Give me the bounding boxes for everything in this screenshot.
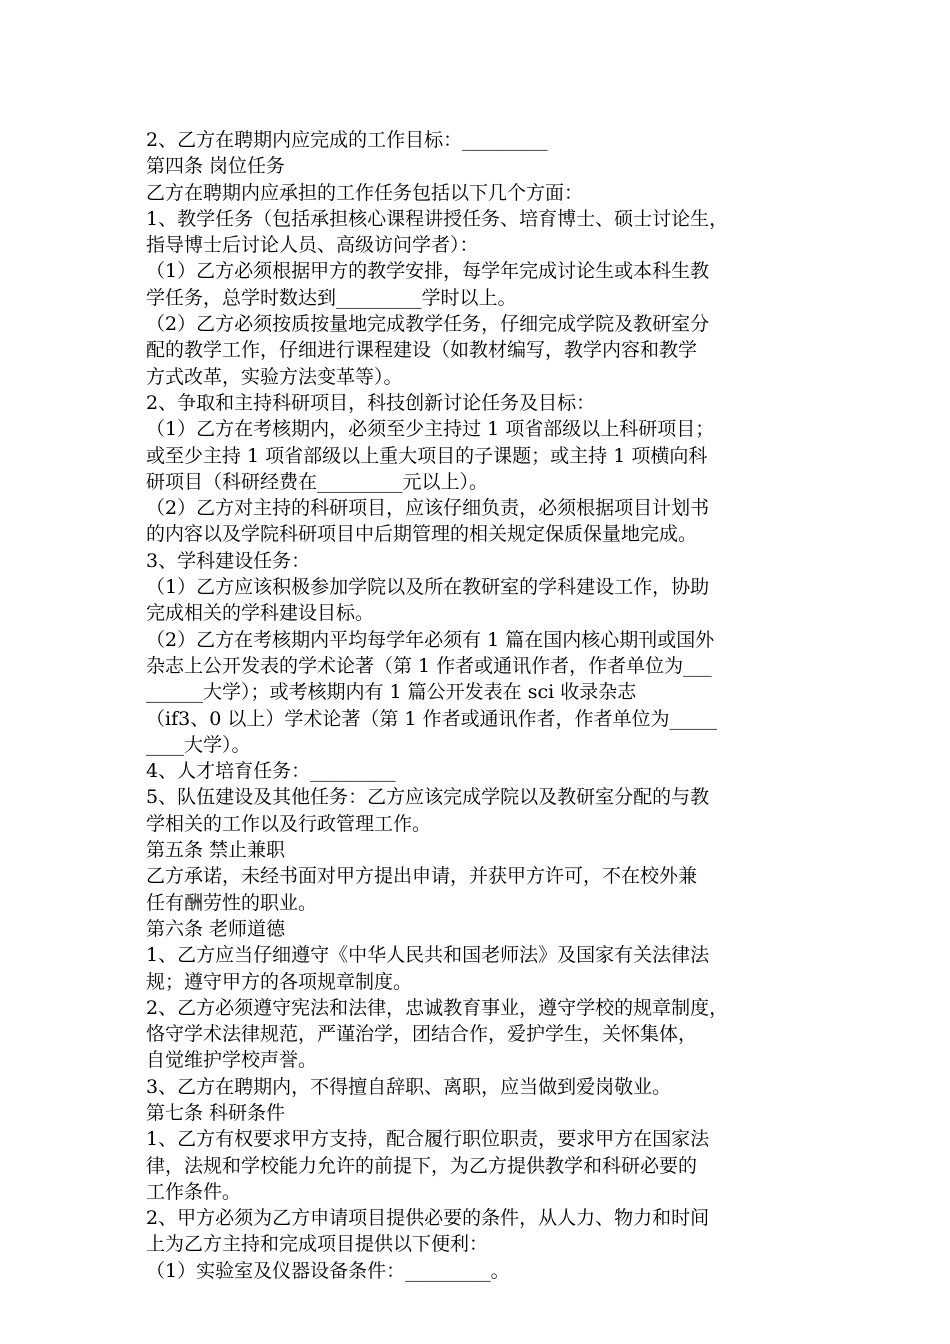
text-line: 5、队伍建设及其他任务：乙方应该完成学院以及教研室分配的与教 — [146, 786, 710, 809]
section-heading: 第六条 老师道德 — [146, 917, 286, 940]
text-line: 1、乙方应当仔细遵守《中华人民共和国老师法》及国家有关法律法 — [146, 944, 710, 967]
text-line: ____大学）。 — [146, 733, 251, 756]
section-heading: 第五条 禁止兼职 — [146, 839, 286, 862]
text-line: 1、教学任务（包括承担核心课程讲授任务、培育博士、硕士讨论生， — [146, 207, 729, 230]
text-line: 律，法规和学校能力允许的前提下，为乙方提供教学和科研必要的 — [146, 1154, 698, 1177]
text-line: 上为乙方主持和完成项目提供以下便利： — [146, 1233, 489, 1256]
text-line: 的内容以及学院科研项目中后期管理的相关规定保质保量地完成。 — [146, 523, 698, 546]
text-line: 恪守学术法律规范，严谨治学，团结合作，爱护学生，关怀集体， — [146, 1023, 698, 1046]
text-line: 工作条件。 — [146, 1180, 242, 1203]
text-line: 3、学科建设任务： — [146, 549, 311, 572]
text-line: 学任务，总学时数达到_________学时以上。 — [146, 286, 517, 309]
text-line: ______大学）；或考核期内有 1 篇公开发表在 sci 收录杂志 — [146, 681, 637, 704]
section-heading: 第四条 岗位任务 — [146, 155, 286, 178]
text-line: 完成相关的学科建设目标。 — [146, 602, 375, 625]
text-line: 乙方在聘期内应承担的工作任务包括以下几个方面： — [146, 181, 584, 204]
text-line: 研项目（科研经费在_________元以上）。 — [146, 470, 489, 493]
text-line: 4、人才培育任务：_________ — [146, 760, 396, 783]
text-line: （1）乙方应该积极参加学院以及所在教研室的学科建设工作，协助 — [146, 576, 710, 599]
section-heading: 第七条 科研条件 — [146, 1101, 286, 1124]
text-line: （if3、0 以上）学术论著（第 1 作者或通讯作者，作者单位为_____ — [146, 707, 717, 730]
text-line: 或至少主持 1 项省部级以上重大项目的子课题；或主持 1 项横向科 — [146, 444, 708, 467]
text-line: （1）乙方在考核期内，必须至少主持过 1 项省部级以上科研项目； — [146, 418, 715, 441]
text-line: （1）乙方必须根据甲方的教学安排，每学年完成讨论生或本科生教 — [146, 260, 710, 283]
text-line: 2、乙方必须遵守宪法和法律，忠诚教育事业，遵守学校的规章制度， — [146, 996, 729, 1019]
text-line: （1）实验室及仪器设备条件：_________。 — [146, 1259, 510, 1282]
text-line: 学相关的工作以及行政管理工作。 — [146, 812, 432, 835]
text-line: 规；遵守甲方的各项规章制度。 — [146, 970, 413, 993]
text-line: 杂志上公开发表的学术论著（第 1 作者或通讯作者，作者单位为___ — [146, 654, 712, 677]
document-body — [146, 127, 826, 1284]
text-line: 任有酬劳性的职业。 — [146, 891, 318, 914]
text-line: （2）乙方对主持的科研项目，应该仔细负责，必须根据项目计划书 — [146, 497, 710, 520]
text-line: 2、争取和主持科研项目，科技创新讨论任务及目标： — [146, 391, 596, 414]
text-line: 指导博士后讨论人员、高级访问学者）： — [146, 234, 479, 257]
text-line: 2、甲方必须为乙方申请项目提供必要的条件，从人力、物力和时间 — [146, 1207, 710, 1230]
text-line: 配的教学工作，仔细进行课程建设（如教材编写，教学内容和教学 — [146, 339, 698, 362]
text-line: 方式改革，实验方法变革等）。 — [146, 365, 403, 388]
text-line: （2）乙方必须按质按量地完成教学任务，仔细完成学院及教研室分 — [146, 313, 710, 336]
text-line: 1、乙方有权要求甲方支持，配合履行职位职责，要求甲方在国家法 — [146, 1128, 710, 1151]
text-line: （2）乙方在考核期内平均每学年必须有 1 篇在国内核心期刊或国外 — [146, 628, 715, 651]
text-line: 乙方承诺，未经书面对甲方提出申请，并获甲方许可，不在校外兼 — [146, 865, 698, 888]
text-line: 3、乙方在聘期内，不得擅自辞职、离职，应当做到爱岗敬业。 — [146, 1075, 672, 1098]
text-line: 2、乙方在聘期内应完成的工作目标：_________ — [146, 129, 548, 151]
text-line: 自觉维护学校声誉。 — [146, 1049, 318, 1072]
